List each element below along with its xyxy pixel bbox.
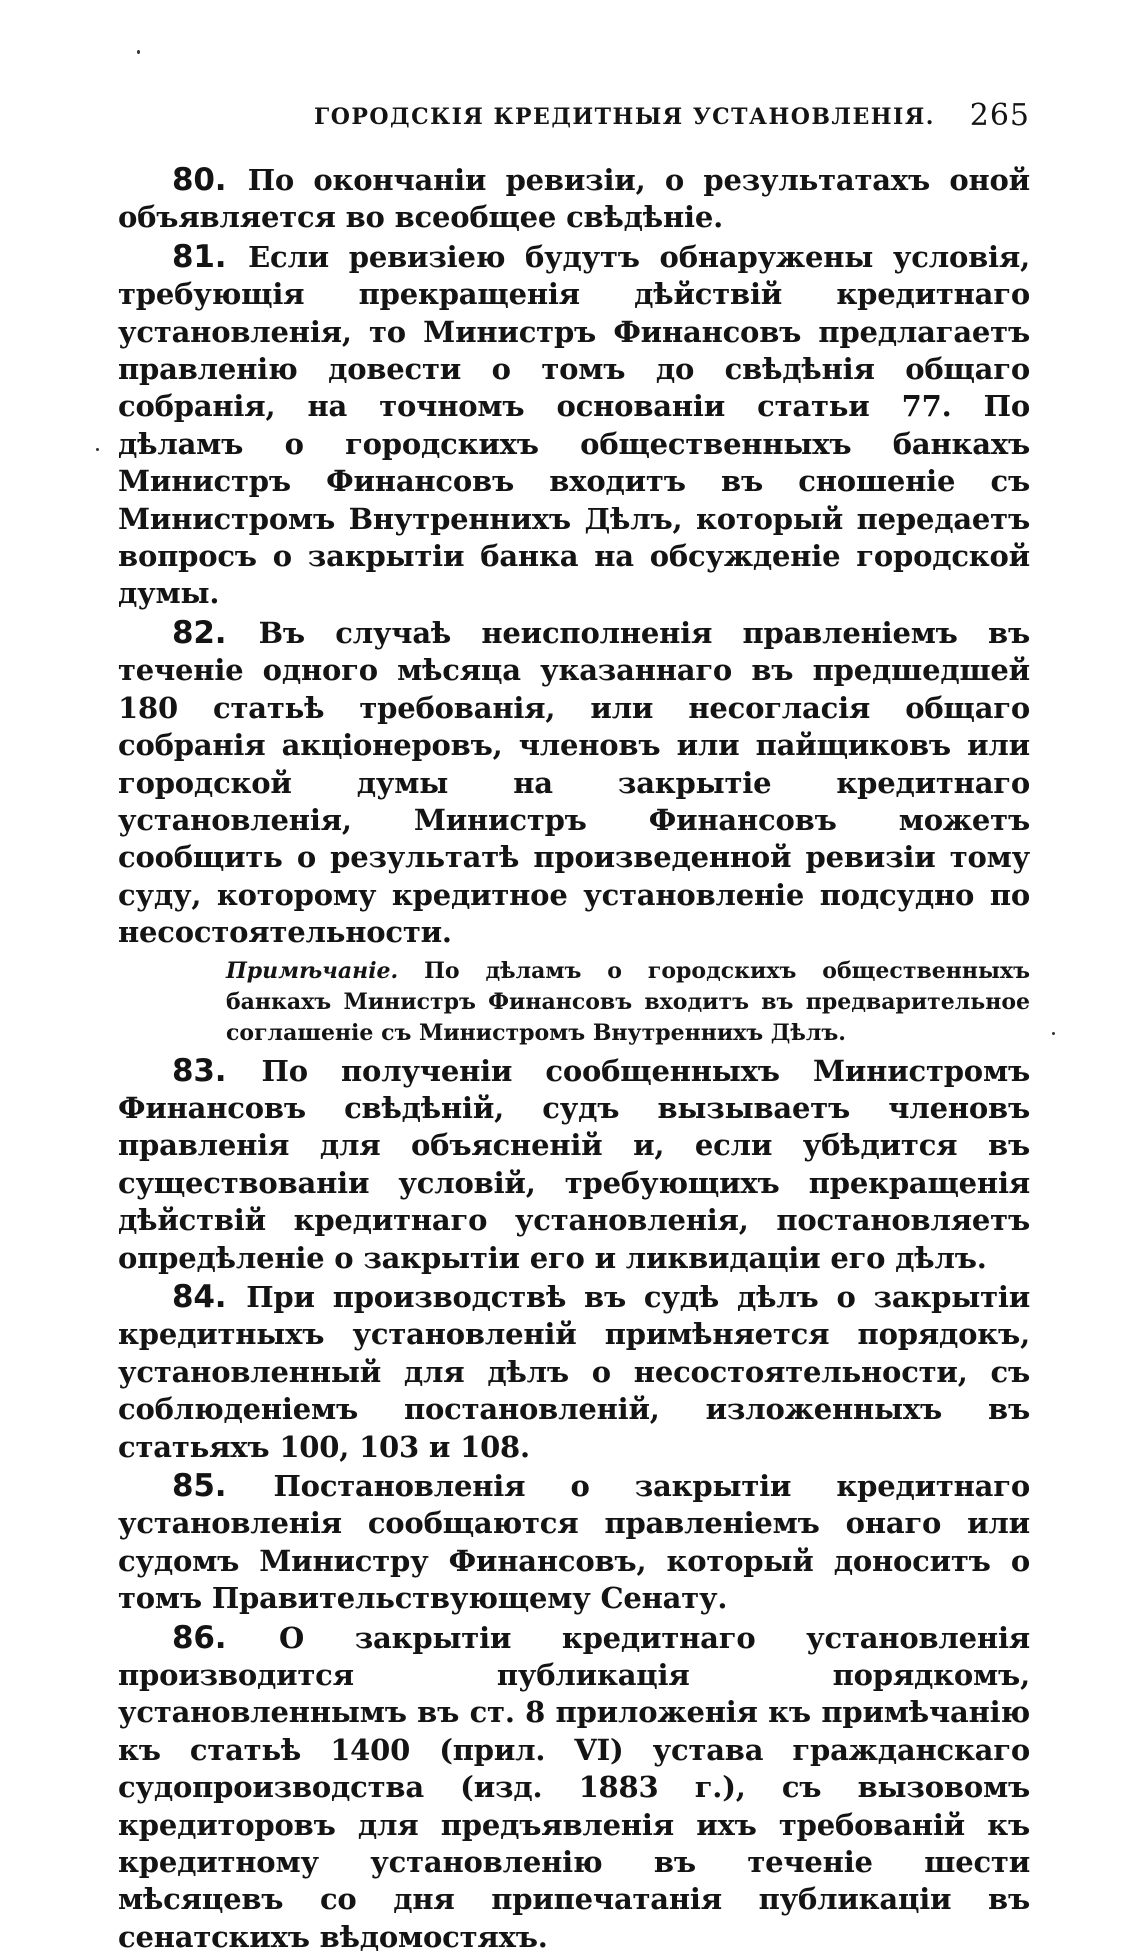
article-82 [118, 615, 1030, 952]
article-number: 81. [172, 238, 227, 275]
running-head [118, 98, 1030, 138]
article-83 [118, 1053, 1030, 1277]
article-80 [118, 162, 1030, 237]
article-81 [118, 239, 1030, 613]
article-number: 85. [172, 1468, 227, 1504]
article-82-note [226, 956, 1030, 1049]
body-text [118, 162, 1030, 1958]
article-84 [118, 1279, 1030, 1466]
article-text: Въ случаѣ неисполненія правленіемъ въ теченіе одного мѣсяца указаннаго въ предшедшей 180 статьѣ требованія, или несогласія общаго собранія акціонеровъ, членовъ или пайщиковъ или городской думы на закрытіе кредитнаго установленія, Министръ Финансовъ можетъ сообщить о результатѣ произведенной ревизіи тому суду, которому кредитное установленіе подсудно по несостоятельности. [118, 615, 1030, 950]
page-number: 265 [969, 98, 1030, 133]
note-text: По дѣламъ о городскихъ общественныхъ банкахъ Министръ Финансовъ входитъ въ предварительное соглашеніе съ Министромъ Внутреннихъ Дѣлъ. [226, 957, 1030, 1046]
note-label: Примѣчаніе. [226, 957, 399, 984]
article-text: О закрытіи кредитнаго установленія производится публикація порядкомъ, установленнымъ въ ст. 8 приложенія къ примѣчанію къ статьѣ 1400 (прил. VI) устава гражданскаго судопроизводства (изд. 1883 г.), съ вызовомъ кредиторовъ для предъявленія ихъ требованій къ кредитному установленію въ теченіе шести мѣсяцевъ со дня припечатанія публикаціи въ сенатскихъ вѣдомостяхъ. [118, 1620, 1030, 1954]
article-number: 82. [172, 614, 227, 651]
article-text: По окончаніи ревизіи, о результатахъ оной объявляется во всеобщее свѣдѣніе. [118, 163, 1030, 235]
article-number: 86. [172, 1619, 227, 1656]
article-text: Если ревизіею будутъ обнаружены условія, требующія прекращенія дѣйствій кредитнаго установленія, то Министръ Финансовъ предлагаетъ правленію довести о томъ до свѣдѣнія общаго собранія, на точномъ основаніи статьи 77. По дѣламъ о городскихъ общественныхъ банкахъ Министръ Финансовъ входитъ въ сношеніе съ Министромъ Внутреннихъ Дѣлъ, который передаетъ вопросъ о закрытіи банка на обсужденіе городской думы. [118, 239, 1030, 611]
print-speck [137, 50, 140, 54]
article-86 [118, 1620, 1030, 1957]
article-number: 84. [172, 1278, 227, 1315]
article-text: Постановленія о закрытіи кредитнаго установленія сообщаются правленіемъ онаго или судомъ Министру Финансовъ, который доноситъ о томъ Правительствующему Сенату. [118, 1469, 1030, 1616]
article-text: По полученіи сообщенныхъ Министромъ Финансовъ свѣдѣній, судъ вызываетъ членовъ правленія для объясненій и, если убѣдится въ существованіи условій, требующихъ прекращенія дѣйствій кредитнаго установленія, постановляетъ опредѣленіе о закрытіи его и ликвидаціи его дѣлъ. [118, 1053, 1030, 1275]
article-number: 83. [172, 1052, 227, 1089]
print-speck [96, 448, 99, 451]
article-85 [118, 1468, 1030, 1618]
running-title: ГОРОДСКІЯ КРЕДИТНЫЯ УСТАНОВЛЕНІЯ. [314, 104, 935, 130]
print-speck [1052, 1032, 1055, 1035]
article-number: 80. [172, 162, 227, 198]
article-text: При производствѣ въ судѣ дѣлъ о закрытіи кредитныхъ установленій примѣняется порядокъ, установленный для дѣлъ о несостоятельности, съ соблюденіемъ постановленій, изложенныхъ въ статьяхъ 100, 103 и 108. [118, 1279, 1030, 1464]
